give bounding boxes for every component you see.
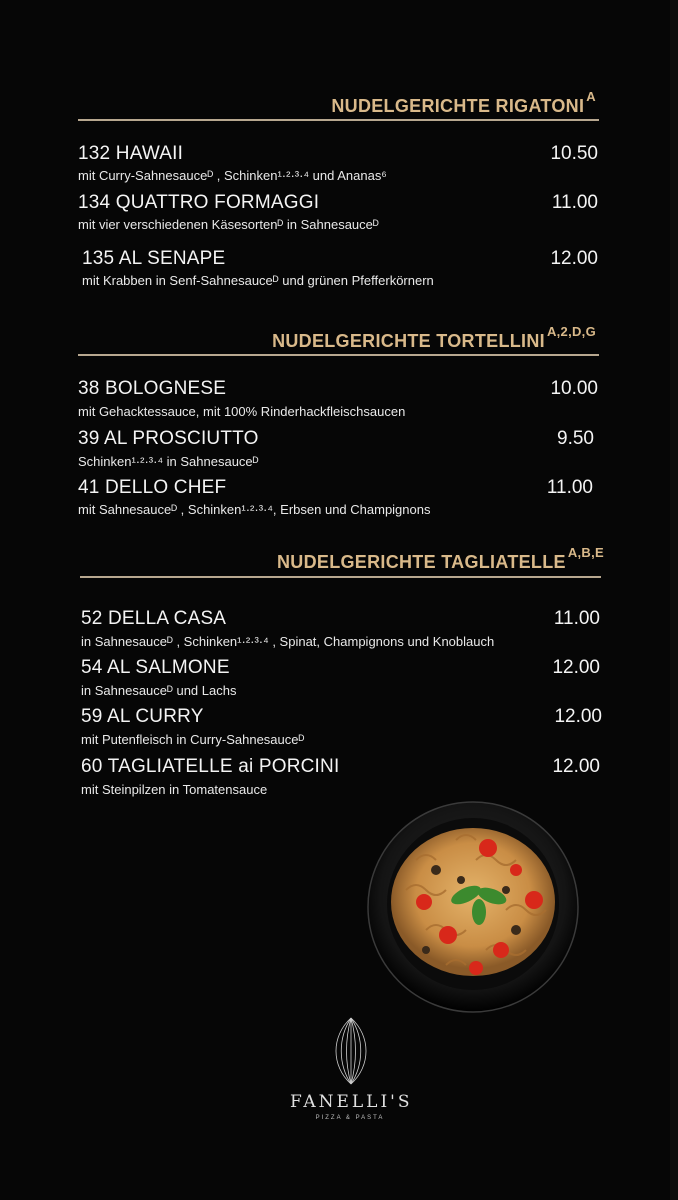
menu-item-price: 10.50 bbox=[550, 143, 598, 164]
menu-item-price: 12.00 bbox=[554, 706, 602, 727]
menu-item-description: mit Steinpilzen in Tomatensauce bbox=[81, 782, 268, 797]
menu-item-name: 135 AL SENAPE bbox=[82, 248, 226, 269]
menu-item-description: mit vier verschiedenen Käsesortenᴰ in Sahnesauceᴰ bbox=[78, 217, 379, 232]
menu-item-name: 41 DELLO CHEF bbox=[78, 477, 227, 498]
menu-item-name: 54 AL SALMONE bbox=[81, 657, 230, 678]
section-divider bbox=[80, 576, 601, 578]
menu-item-name: 60 TAGLIATELLE ai PORCINI bbox=[81, 756, 340, 777]
menu-item-price: 12.00 bbox=[552, 756, 600, 777]
menu-item-price: 10.00 bbox=[550, 378, 598, 399]
menu-item-description: mit Putenfleisch in Curry-Sahnesauceᴰ bbox=[81, 732, 305, 747]
menu-item-price: 9.50 bbox=[557, 428, 594, 449]
menu-item-description: mit Gehacktessauce, mit 100% Rinderhackfleischsaucen bbox=[78, 404, 406, 419]
menu-item-price: 11.00 bbox=[546, 477, 593, 498]
menu-item-price: 11.00 bbox=[553, 608, 600, 629]
section-title-tagliatelle: NUDELGERICHTE TAGLIATELLE $^{A,B,E}$ bbox=[277, 545, 604, 572]
menu-item-description: in Sahnesauceᴰ , Schinken¹·²·³·⁴ , Spinat, Champignons und Knoblauch bbox=[81, 634, 495, 649]
edge-band bbox=[670, 0, 678, 1200]
section-divider bbox=[78, 119, 599, 121]
menu-item-description: Schinken¹·²·³·⁴ in Sahnesauceᴰ bbox=[78, 454, 259, 469]
menu-item-price: 12.00 bbox=[552, 657, 600, 678]
brand-tagline: PIZZA & PASTA bbox=[315, 1115, 385, 1121]
menu-item-description: mit Sahnesauceᴰ , Schinken¹·²·³·⁴, Erbsen und Champignons bbox=[78, 502, 431, 517]
menu-item-name: 39 AL PROSCIUTTO bbox=[78, 428, 259, 449]
section-divider bbox=[78, 354, 599, 356]
leaf-logo-icon bbox=[326, 1016, 376, 1086]
section-title-rigatoni: NUDELGERICHTE RIGATONI $^A$ bbox=[331, 89, 596, 116]
pasta-plate-image bbox=[366, 800, 580, 1014]
menu-item-name: 132 HAWAII bbox=[78, 143, 184, 164]
menu-item-price: 11.00 bbox=[551, 192, 598, 213]
menu-item-description: mit Curry-Sahnesauceᴰ , Schinken¹·²·³·⁴ und Ananas⁶ bbox=[78, 168, 387, 183]
brand-name: FANELLI'S bbox=[290, 1092, 413, 1112]
section-title-tortellini: NUDELGERICHTE TORTELLINI $^{A,2,D,G}$ bbox=[272, 324, 596, 351]
menu-item-name: 134 QUATTRO FORMAGGI bbox=[78, 192, 320, 213]
brand-logo bbox=[290, 1016, 413, 1126]
menu-item-description: mit Krabben in Senf-Sahnesauceᴰ und grünen Pfefferkörnern bbox=[82, 273, 434, 288]
menu-item-price: 12.00 bbox=[550, 248, 598, 269]
menu-item-name: 52 DELLA CASA bbox=[81, 608, 227, 629]
menu-item-name: 59 AL CURRY bbox=[81, 706, 204, 727]
menu-item-name: 38 BOLOGNESE bbox=[78, 378, 227, 399]
menu-item-description: in Sahnesauceᴰ und Lachs bbox=[81, 683, 237, 698]
